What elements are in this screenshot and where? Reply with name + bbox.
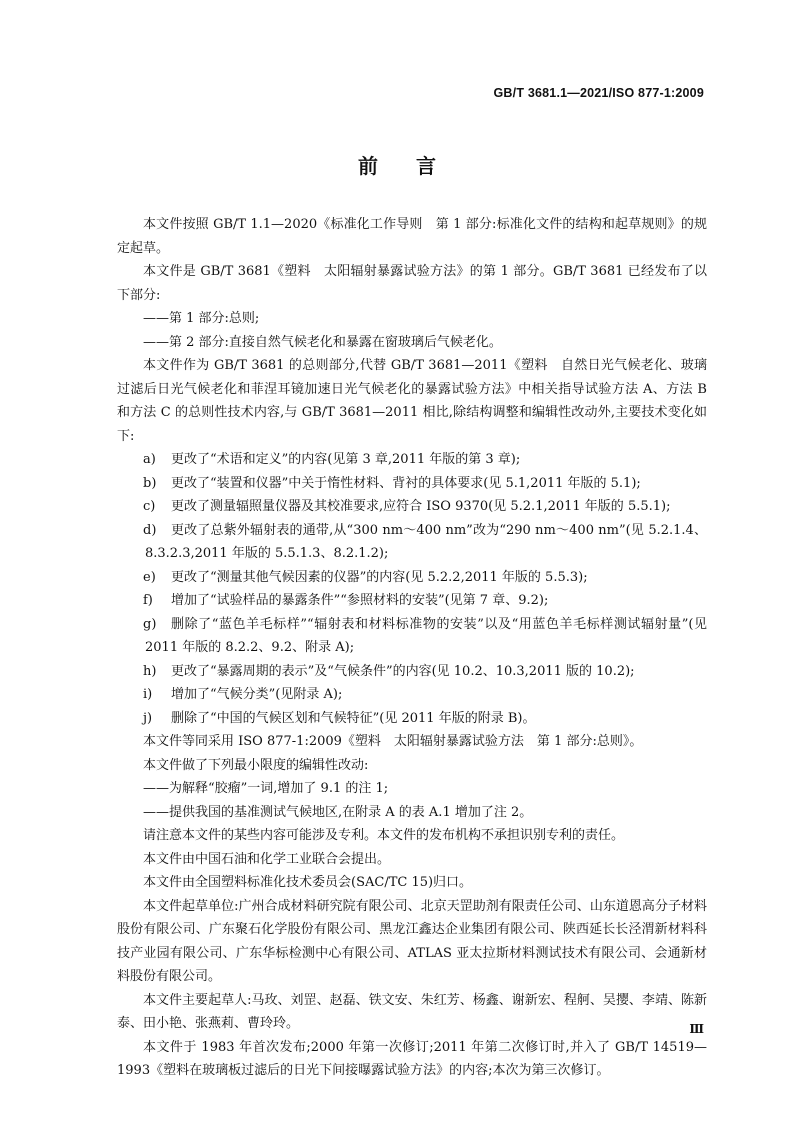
change-item-mark: a) [143, 452, 156, 467]
change-item-mark: e) [143, 569, 156, 585]
change-item-mark: i) [143, 687, 153, 702]
paragraph-equivalent-adoption: 本文件等同采用 ISO 877-1:2009《塑料 太阳辐射暴露试验方法 第 1 部分:总则》。 [143, 734, 643, 749]
change-item [117, 707, 707, 731]
change-item [117, 683, 707, 707]
change-item-text: 增加了“试验样品的暴露条件”“参照材料的安装”(见第 7 章、9.2); [171, 593, 549, 608]
paragraph-committee: 本文件由全国塑料标准化技术委员会(SAC/TC 15)归口。 [143, 875, 473, 890]
page-title: 前言 [358, 154, 474, 178]
change-item-mark: h) [143, 663, 157, 679]
change-item-mark: d) [143, 522, 157, 538]
document-code-header: GB/T 3681.1—2021/ISO 877-1:2009 [493, 86, 704, 100]
paragraph-editorial-changes: 本文件做了下列最小限度的编辑性改动: [143, 757, 369, 773]
change-item-text: 增加了“气候分类”(见附录 A); [171, 687, 343, 702]
change-item [117, 566, 707, 590]
change-item [117, 589, 707, 613]
change-item-text: 更改了总紫外辐射表的通带,从“300 nm～400 nm”改为“290 nm～400 nm”(见 5.2.1.4、8.3.2.3,2011 年版的 5.5.1.3、8.2.1.2); [145, 522, 707, 561]
dash-item-part-2: ——第 2 部分:直接自然气候老化和暴露在窗玻璃后气候老化。 [143, 334, 502, 350]
change-item [117, 472, 707, 496]
change-item [117, 519, 707, 566]
paragraph-replacement: 本文件作为 GB/T 3681 的总则部分,代替 GB/T 3681—2011《塑料 自然日光气候老化、玻璃过滤后日光气候老化和菲涅耳镜加速日光气候老化的暴露试验方法》中相关指导试验方法 A、方法 B 和方法 C 的总则性技术内容,与 GB/T 3681—2011 相比,除结构调整和编辑性改动外,主要技术变化如下: [117, 358, 707, 444]
paragraph-history: 本文件于 1983 年首次发布;2000 年第一次修订;2011 年第二次修订时,并入了 GB/T 14519—1993《塑料在玻璃板过滤后的日光下间接曝露试验方法》的内容;本次为第三次修订。 [117, 1039, 707, 1078]
dash-item-editorial-1: ——为解释“胶瘤”一词,增加了 9.1 的注 1; [143, 781, 389, 796]
paragraph-drafting-rules: 本文件按照 GB/T 1.1—2020《标准化工作导则 第 1 部分:标准化文件的结构和起草规则》的规定起草。 [117, 217, 707, 256]
paragraph-proposed-by: 本文件由中国石油和化学工业联合会提出。 [143, 851, 391, 867]
change-item-mark: g) [143, 616, 157, 632]
change-item-text: 更改了“暴露周期的表示”及“气候条件”的内容(见 10.2、10.3,2011 版的 10.2); [171, 663, 635, 679]
paragraph-patent-notice: 请注意本文件的某些内容可能涉及专利。本文件的发布机构不承担识别专利的责任。 [143, 828, 625, 843]
paragraph-drafters: 本文件主要起草人:马玫、刘罡、赵磊、铁文安、朱红芳、杨鑫、谢新宏、程舸、吴撄、李靖、陈新泰、田小艳、张燕莉、曹玲玲。 [117, 992, 707, 1031]
change-item-text: 更改了“术语和定义”的内容(见第 3 章,2011 年版的第 3 章); [171, 452, 521, 467]
change-item-text: 更改了“测量其他气候因素的仪器”的内容(见 5.2.2,2011 年版的 5.5.3); [171, 569, 588, 585]
change-item-mark: c) [143, 499, 156, 514]
change-item-text: 删除了“中国的气候区划和气候特征”(见 2011 年版的附录 B)。 [171, 710, 536, 726]
change-item-text: 更改了测量辐照量仪器及其校准要求,应符合 ISO 9370(见 5.2.1,2011 年版的 5.5.1); [171, 499, 671, 514]
change-item-mark: j) [143, 710, 153, 726]
change-item [117, 660, 707, 684]
foreword-body [117, 213, 707, 1083]
change-item-text: 删除了“蓝色羊毛标样”“辐射表和材料标准物的安装”以及“用蓝色羊毛标样测试辐射量”(见 2011 年版的 8.2.2、9.2、附录 A); [145, 616, 707, 655]
paragraph-drafting-units: 本文件起草单位:广州合成材料研究院有限公司、北京天罡助剂有限责任公司、山东道恩高分子材料股份有限公司、广东聚石化学股份有限公司、黑龙江鑫达企业集团有限公司、陕西延长长泾渭新材料科技产业园有限公司、广东华标检测中心有限公司、ATLAS 亚太拉斯材料测试技术有限公司、会通新材料股份有限公司。 [117, 898, 707, 984]
change-item [117, 613, 707, 660]
dash-item-editorial-2: ——提供我国的基准测试气候地区,在附录 A 的表 A.1 增加了注 2。 [143, 804, 533, 820]
change-item-text: 更改了“装置和仪器”中关于惰性材料、背衬的具体要求(见 5.1,2011 年版的 5.1); [171, 475, 641, 491]
page-number: Ⅲ [689, 1022, 704, 1036]
paragraph-part-of-series: 本文件是 GB/T 3681《塑料 太阳辐射暴露试验方法》的第 1 部分。GB/T 3681 已经发布了以下部分: [117, 264, 707, 303]
change-item-mark: f) [143, 593, 153, 608]
dash-item-part-1: ——第 1 部分:总则; [143, 311, 260, 326]
change-item [117, 495, 707, 519]
change-item-mark: b) [143, 475, 157, 491]
change-item [117, 448, 707, 472]
